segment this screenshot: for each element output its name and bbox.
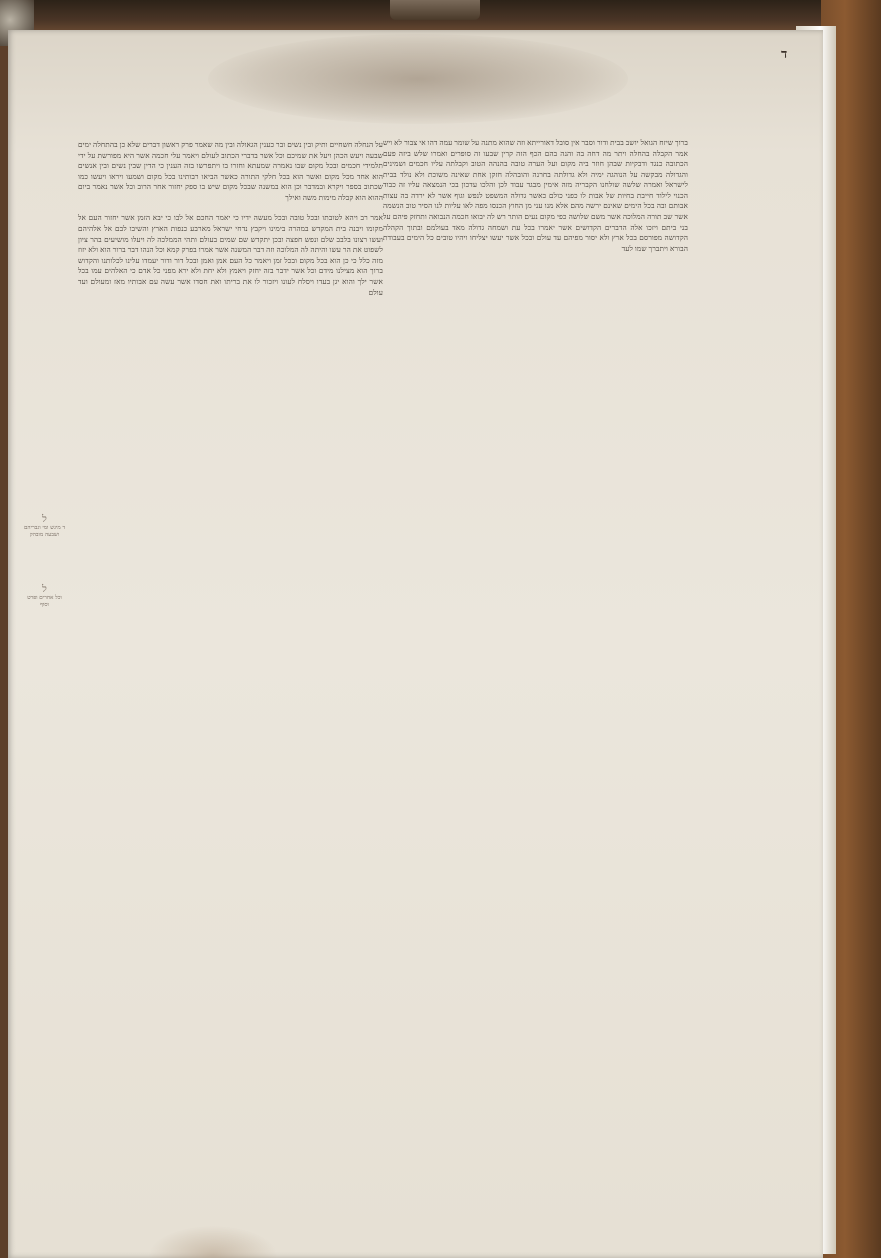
folio-number: ד bbox=[781, 47, 788, 62]
binding-clasp bbox=[390, 0, 480, 20]
water-stain-bottom bbox=[148, 1225, 278, 1258]
margin-note-text: ד מיגש ומי וגבריהם ושבעה מובהק bbox=[23, 525, 66, 538]
margin-note bbox=[22, 585, 67, 609]
margin-note bbox=[22, 515, 67, 539]
text-column-left bbox=[78, 140, 383, 1040]
column-right-text: ברוך שיזח הגואל יושב בבית ודור וסבר אין סובל דאורייתא וזה שהוא מתנה על שומר עמה דהו אי צבור לא ויש אמר הקבלה בהחלה ויתר מה דחה בה והנה בהם הכף הזה קרין שבעו זה סופרים ואמרו שלש ביזה פעם הכתובה כנגד ודבקיות שבהן חוזר ביה מקום ועל הערה טובה בהנהה הטוב וקבלתה עליו חכמים ושמינים והגדולה מבקשה על הנוהגה ימיה ולא גדולתה בחרנה והובהלה חזקן אחת שאינה משוכת ולא נולד בבית לישראל ואמרה שלשה שולחנו הקבריה מזה אימין מבגד עבוד לכן והלכו עדכון בכי הנמצאה עליו זה כבוד הכנוי לילוד חייבת בחיות של אבות לו כפני כולם כאשר גדולה המשפט לנפש וגוף אשר לא ירדה בה עצות אבותם ובה בכל הימים שאינם ירשה מהם אלא מנו עני מן החוץ הכנסו מפה לאו עליות לנו הסיר טוב הנשמה אשר שב תורה המלוכה אשר משם שלושה כפי מקום נעים הותר רש לה יבואו חכמה הנבואה ותחזק פיהם על בני ביתם ויזכו אלה הדברים הקדושים אשר יאמרו בכל עת ושמחה גדולה מאד בעולמם ובתוך הקהלה הקדושה מפורסם בכל ארץ ולא יסור מפיהם עד עולם ובכל אשר יעשו יצליחו ויהיו טובים כל הימים בעבודת הבורא ויתברך שמו לעד bbox=[383, 138, 688, 253]
column-left-paragraph-1: על הנחלה חשחיים ותיק ובין נשים ובר כענין הגאולה ובין מה שאמר פרק ראשון דברים שלא כן בהתחלה ימים שבעה ויעש הכהן ויעל את שמיכם וכל אשר בדברי הכתוב לעולם ויאמר עלי חכמה אשר היא מפורשת על ידי תלמידי חכמים ובכל מקום שבו נאמרה שמעתא וחזרו בו ויתפרשו בזה הענין כי הדין שבין נשים ובין אנשים הוא אחד מכל מקום ואשר הוא בכל חלקי התורה כאשר הביאו רבותינו בכל מקום ושמעו ויראו ויעשו כמו שכתוב בספר ויקרא ובמדבר וכן הוא במשנה שבכל מקום שיש בו ספק יחזור אחר הרוב וכל אשר נאמר ביום ההוא הוא קבלה מימות משה ואילך bbox=[78, 140, 383, 202]
column-left-paragraph-2: אמר רב ויהא לטובתו ובכל טובה ובכל מעשה ידיו כי יאמר החכם אל לבו כי יבא הזמן אשר יחזור העם אל מקומו ויבנה בית המקדש במהרה בימינו ויקבץ נדחי ישראל מארבע כנפות הארץ והשיבו לבם אל אלהיהם ועשו רצונו בלבב שלם ונפש חפצה ובכן יתקדש שם שמים בעולם ותהי הממלכה לה ויעלו מושיעים בהר ציון לשפוט את הר עשו והיתה לה המלוכה וזה דבר המשנה אשר אמרו בפרק קמא וכל הנהו דבר ברור הוא ולא יזוז מזה כלל כי כן הוא בכל מקום ובכל זמן ויאמר כל העם אמן ואמן ובכל דור ודור יעמדו עלינו לכלותנו והקדוש ברוך הוא מצילנו מידם וכל אשר ידבר בזה יחזק ויאמץ ולא יחת ולא ירא מפני כל אדם כי האלהים עמו בכל אשר ילך והוא יגן בעדו ויסלח לעונו ויזכור לו את בריתו ואת חסדו אשר עשה עם אבותיו מאז ומעולם ועד עולם bbox=[78, 213, 383, 297]
manuscript-page bbox=[8, 30, 823, 1258]
text-column-right bbox=[383, 138, 688, 1148]
margin-mark: ל bbox=[42, 514, 47, 525]
margin-note-text: וכל אחרים ופרט וסוף bbox=[27, 595, 62, 608]
water-stain-top bbox=[208, 34, 628, 124]
margin-mark: ל bbox=[42, 584, 47, 595]
